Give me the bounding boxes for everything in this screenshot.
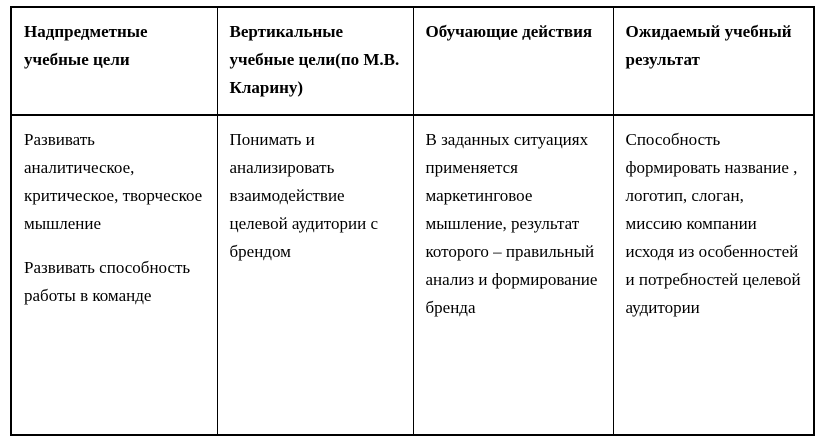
column-header-expected-result — [613, 7, 814, 115]
cell-expected-result — [613, 115, 814, 435]
column-header-meta-goals — [11, 7, 217, 115]
cell-learning-actions — [413, 115, 613, 435]
cell-paragraph: Развивать способность работы в команде — [24, 258, 191, 306]
goals-table — [10, 6, 815, 436]
column-header-vertical-goals-label: Вертикальные учебные цели(по М.В. Кларину) — [229, 22, 400, 98]
column-header-learning-actions — [413, 7, 613, 115]
cell-meta-goals — [11, 115, 217, 435]
column-header-vertical-goals — [217, 7, 413, 115]
column-header-learning-actions-label: Обучающие действия — [425, 22, 593, 41]
column-header-expected-result-label: Ожидаемый учебный результат — [625, 22, 792, 70]
cell-paragraph: Способность формировать название , логотип, слоган, миссию компании исходя из особенностей и потребностей целевой аудитории — [625, 130, 801, 318]
cell-paragraph: Понимать и анализировать взаимодействие целевой аудитории с брендом — [229, 130, 378, 262]
table-header-row-group — [11, 7, 814, 115]
cell-vertical-goals — [217, 115, 413, 435]
cell-paragraph: В заданных ситуациях применяется маркетинговое мышление, результат которого – правильный анализ и формирование бренда — [425, 130, 598, 318]
table-row — [11, 115, 814, 435]
table-header-row — [11, 7, 814, 115]
table-body — [11, 115, 814, 435]
column-header-meta-goals-label: Надпредметные учебные цели — [24, 22, 148, 70]
cell-paragraph: Развивать аналитическое, критическое, творческое мышление — [24, 130, 203, 234]
